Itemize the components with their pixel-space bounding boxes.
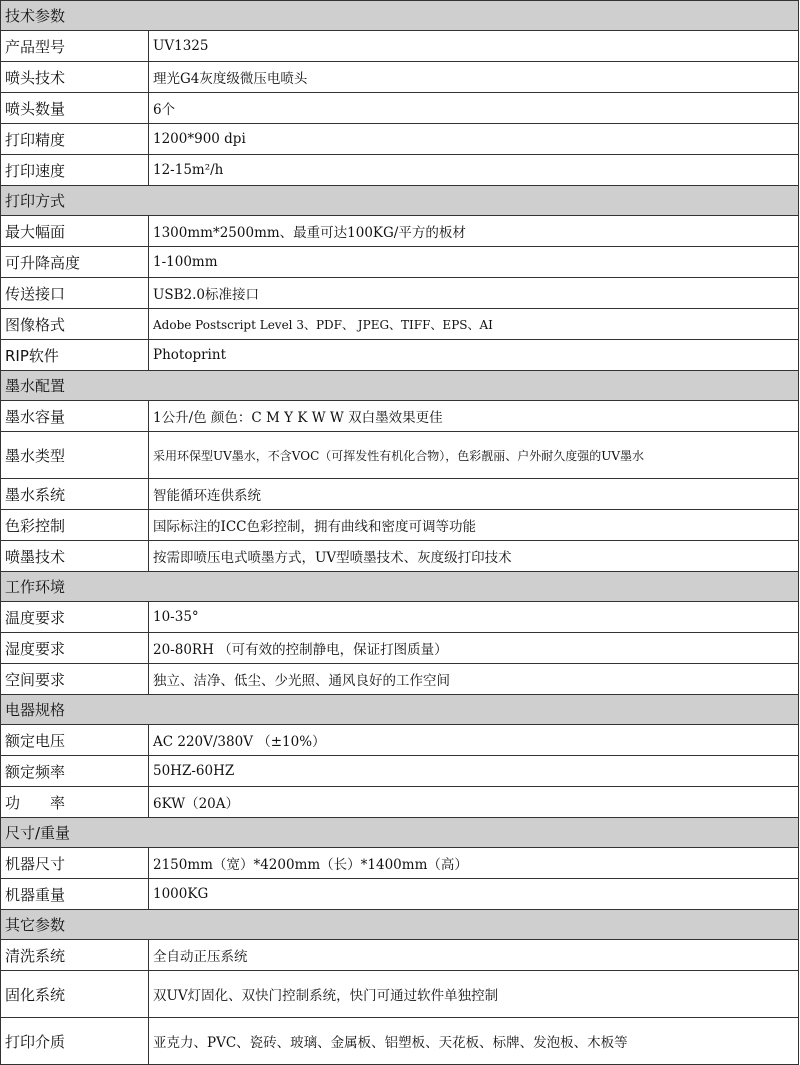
spec-value: Adobe Postscript Level 3、PDF、 JPEG、TIFF、EPS、AI [149, 309, 799, 340]
spec-label: 喷头数量 [1, 93, 149, 124]
spec-value: 1300mm*2500mm、最重可达100KG/平方的板材 [149, 216, 799, 247]
spec-label: 图像格式 [1, 309, 149, 340]
spec-value: 1000KG [149, 879, 799, 910]
spec-row [1, 940, 799, 971]
spec-label: 机器尺寸 [1, 848, 149, 879]
spec-row [1, 848, 799, 879]
spec-value: 10-35° [149, 602, 799, 633]
spec-row [1, 432, 799, 479]
spec-value: 采用环保型UV墨水，不含VOC（可挥发性有机化合物），色彩靓丽、户外耐久度强的UV墨水 [149, 432, 799, 479]
spec-label: 传送接口 [1, 278, 149, 309]
spec-value: 亚克力、PVC、瓷砖、玻璃、金属板、铝塑板、天花板、标牌、发泡板、木板等 [149, 1018, 799, 1065]
spec-label: 喷头技术 [1, 62, 149, 93]
spec-value: AC 220V/380V （±10%） [149, 725, 799, 756]
spec-value: 6KW（20A） [149, 787, 799, 818]
spec-row [1, 62, 799, 93]
spec-label: 墨水容量 [1, 401, 149, 432]
spec-value: 理光G4灰度级微压电喷头 [149, 62, 799, 93]
section-title: 打印方式 [1, 186, 799, 216]
spec-row [1, 787, 799, 818]
section-header-row [1, 695, 799, 725]
section-header-row [1, 818, 799, 848]
spec-value: 智能循环连供系统 [149, 479, 799, 510]
spec-row [1, 1018, 799, 1065]
section-title: 工作环境 [1, 572, 799, 602]
spec-label: 墨水系统 [1, 479, 149, 510]
spec-row [1, 247, 799, 278]
spec-value: 6个 [149, 93, 799, 124]
spec-label: 固化系统 [1, 971, 149, 1018]
spec-value: USB2.0标准接口 [149, 278, 799, 309]
spec-value: 国际标注的ICC色彩控制，拥有曲线和密度可调等功能 [149, 510, 799, 541]
spec-value: 1公升/色 颜色：C M Y K W W 双白墨效果更佳 [149, 401, 799, 432]
spec-table-body [1, 1, 799, 1065]
spec-label: 额定电压 [1, 725, 149, 756]
spec-label: 喷墨技术 [1, 541, 149, 572]
section-header-row [1, 1, 799, 31]
spec-label: RIP软件 [1, 340, 149, 371]
spec-label: 机器重量 [1, 879, 149, 910]
section-title: 技术参数 [1, 1, 799, 31]
spec-label: 空间要求 [1, 664, 149, 695]
spec-label: 最大幅面 [1, 216, 149, 247]
spec-row [1, 93, 799, 124]
section-header-row [1, 371, 799, 401]
spec-value: 1-100mm [149, 247, 799, 278]
spec-row [1, 633, 799, 664]
spec-value: 50HZ-60HZ [149, 756, 799, 787]
spec-label: 打印介质 [1, 1018, 149, 1065]
spec-value: 2150mm（宽）*4200mm（长）*1400mm（高） [149, 848, 799, 879]
section-title: 尺寸/重量 [1, 818, 799, 848]
spec-row [1, 756, 799, 787]
spec-label: 湿度要求 [1, 633, 149, 664]
spec-row [1, 541, 799, 572]
spec-row [1, 278, 799, 309]
section-header-row [1, 572, 799, 602]
spec-row [1, 31, 799, 62]
spec-label: 功 率 [1, 787, 149, 818]
spec-row [1, 401, 799, 432]
spec-value: 双UV灯固化、双快门控制系统，快门可通过软件单独控制 [149, 971, 799, 1018]
spec-row [1, 124, 799, 155]
spec-value: 20-80RH （可有效的控制静电，保证打图质量） [149, 633, 799, 664]
spec-row [1, 879, 799, 910]
spec-label: 产品型号 [1, 31, 149, 62]
spec-value: Photoprint [149, 340, 799, 371]
spec-value: 12-15m²/h [149, 155, 799, 186]
spec-row [1, 155, 799, 186]
spec-label: 额定频率 [1, 756, 149, 787]
spec-value: 按需即喷压电式喷墨方式，UV型喷墨技术、灰度级打印技术 [149, 541, 799, 572]
spec-label: 墨水类型 [1, 432, 149, 479]
section-header-row [1, 910, 799, 940]
spec-label: 打印速度 [1, 155, 149, 186]
spec-row [1, 216, 799, 247]
spec-value: 1200*900 dpi [149, 124, 799, 155]
spec-label: 打印精度 [1, 124, 149, 155]
spec-value: UV1325 [149, 31, 799, 62]
spec-row [1, 510, 799, 541]
spec-row [1, 340, 799, 371]
section-title: 其它参数 [1, 910, 799, 940]
section-header-row [1, 186, 799, 216]
spec-label: 色彩控制 [1, 510, 149, 541]
spec-row [1, 725, 799, 756]
spec-row [1, 479, 799, 510]
spec-label: 温度要求 [1, 602, 149, 633]
spec-label: 清洗系统 [1, 940, 149, 971]
spec-label: 可升降高度 [1, 247, 149, 278]
spec-row [1, 309, 799, 340]
section-title: 电器规格 [1, 695, 799, 725]
spec-row [1, 664, 799, 695]
section-title: 墨水配置 [1, 371, 799, 401]
spec-value: 全自动正压系统 [149, 940, 799, 971]
spec-value: 独立、洁净、低尘、少光照、通风良好的工作空间 [149, 664, 799, 695]
spec-row [1, 602, 799, 633]
spec-row [1, 971, 799, 1018]
